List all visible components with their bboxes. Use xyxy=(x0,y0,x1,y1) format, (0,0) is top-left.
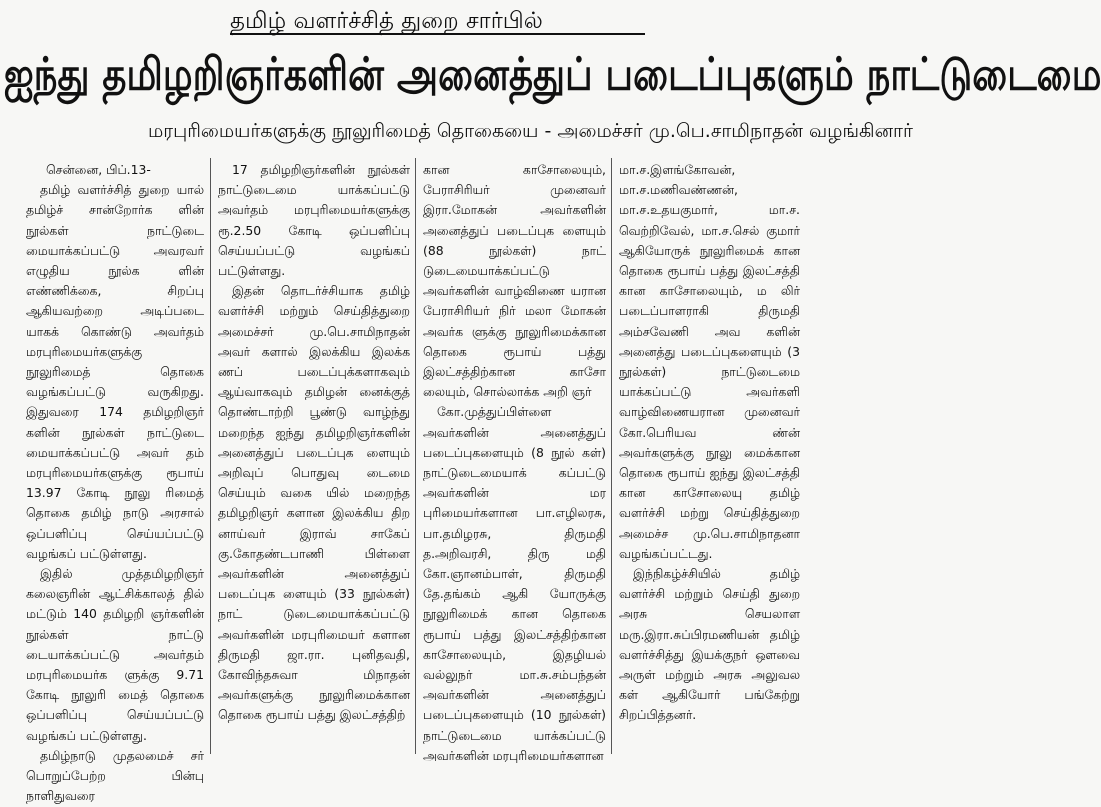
paragraph: இதன் தொடர்ச்சியாக தமிழ் வளர்ச்சி மற்றும் செய்தித்துறை அமைச்சர் மு.பெ.சாமிநாதன் அவர் களால் இலக்கிய இலக்க ணப் படைப்புக்களாகவும் ஆய்வாகவும் தமிழன் னைக்குத் தொண்டாற்றி பூண்டு வாழ்ந்து மறைந்த ஐந்து தமிழறிஞர்களின் அனைத்துப் படைப்புக ளையும் அறிவுப் பொதுவு டைமை செய்யும் வகை யில் மறைந்த தமிழறிஞர் களான இலக்கிய திற னாய்வர் இராவ் சாகேப் கு.கோதண்டபாணி பிள்ளை அவர்களின் அனைத்துப் படைப்புக ளையும் (33 நூல்கள்) நாட் டுடைமையாக்கப்பட்டு அவர்களின் மரபுரிமையர் களான திருமதி ஜா.ரா. புனிதவதி, கோவிந்தசுவா மிநாதன் அவர்களுக்கு நூலுரிமைக்கான தொகை ரூபாய் பத்து இலட்சத்திற் xyxy=(218,283,410,723)
paragraph: தமிழ்நாடு முதலமைச் சர் பொறுப்பேற்ற பின்பு நாளிதுவரை xyxy=(26,747,204,804)
paragraph: இந்நிகழ்ச்சியில் தமிழ் வளர்ச்சி மற்றும் செய்தி துறை அரசு செயலாள மரு.இரா.சுப்பிரமணியன் தமிழ் வளர்ச்சித்து இயக்குநர் ஔவை அருள் மற்றும் அரசு அலுவல கள் ஆகியோர் பங்கேற்று சிறப்பித்தனர். xyxy=(619,566,800,723)
article-column-4 xyxy=(619,160,800,754)
headline: ஐந்து தமிழறிஞர்களின் அனைத்துப் படைப்புகளும் நாட்டுடைமை xyxy=(4,48,1101,101)
article-column-2 xyxy=(218,160,410,754)
article-column-1 xyxy=(26,160,204,804)
paragraph: இதில் முத்தமிழறிஞர் கலைஞரின் ஆட்சிக்காலத் தில் மட்டும் 140 தமிழறி ஞர்களின் நூல்கள் நாட்டு டையாக்கப்பட்டு அவர்தம் மரபுரிமையர்க ளுக்கு 9.71 கோடி நூலுரி மைத் தொகை ஒப்பளிப்பு செய்யப்பட்டு வழங்கப் பட்டுள்ளது. xyxy=(26,566,204,743)
column-rule xyxy=(611,158,612,754)
paragraph: மா.ச.இளங்கோவன், மா.ச.மணிவண்ணன், மா.ச.உதயகுமார், மா.ச. வெற்றிவேல், மா.ச.செல் குமார் ஆகியோருக் நூலுரிமைக் கான தொகை ரூபாய் பத்து இலட்சத்தி கான காசோலையும், ம லிர் படைப்பாளராகி திருமதி அம்சவேணி அவ களின் அனைத்து படைப்புகளையும் (3 நூல்கள்) நாட்டுடைமை யாக்கப்பட்டு அவர்களி வாழ்விணையரான முனைவர் கோ.பெரியவ ண்ன் அவர்களுக்கு நூலு மைக்கான தொகை ரூபாய் ஐந்து இலட்சத்தி கான காசோலையு தமிழ் வளர்ச்சி மற்று செய்தித்துறை அமைச்ச மு.பெ.சாமிநாதனா வழங்கப்பட்டது. xyxy=(619,162,800,561)
paragraph: கான காசோலையும், பேராசிரியர் முனைவர் இரா.மோகன் அவர்களின் அனைத்துப் படைப்புக ளையும் (88 நூல்கள்) நாட் டுடைமையாக்கப்பட்டு அவர்களின் வாழ்விணை யரான பேராசிரியர் நிர் மலா மோகன் அவர்க ளுக்கு நூலுரிமைக்கான தொகை ரூபாய் பத்து இலட்சத்திற்கான காசோ லையும், சொல்லாக்க அறி ஞர் xyxy=(423,162,606,400)
article-column-3 xyxy=(423,160,606,763)
column-rule xyxy=(415,158,416,754)
kicker-text: தமிழ் வளர்ச்சித் துறை சார்பில் xyxy=(230,8,543,34)
kicker xyxy=(230,4,645,38)
paragraph: கோ.முத்துப்பிள்ளை அவர்களின் அனைத்துப் படைப்புகளையும் (8 நூல் கள்) நாட்டுடைமையாக் கப்பட்டு அவர்களின் மர புரிமையர்களான பா.எழிலரசு, பா.தமிழரசு, திருமதி த.அறிவரசி, திரு மதி கோ.ஞானம்பாள், திருமதி தே.தங்கம் ஆகி யோருக்கு நூலுரிமைக் கான தொகை ரூபாய் பத்து இலட்சத்திற்கான காசோலையும், இதழியல் வல்லுநர் மா.சு.சம்பந்தன் அவர்களின் அனைத்துப் படைப்புகளையும் (10 நூல்கள்) நாட்டுடைமை யாக்கப்பட்டு அவர்களின் மரபுரிமையர்களான xyxy=(423,404,606,763)
paragraph: 17 தமிழறிஞர்களின் நூல்கள் நாட்டுடைமை யாக்கப்பட்டு அவர்தம் மரபுரிமையர்களுக்கு ரூ.2.50 கோடி ஒப்பளிப்பு செய்யப்பட்டு வழங்கப் பட்டுள்ளது. xyxy=(218,162,410,279)
deck: மரபுரிமையர்களுக்கு நூலுரிமைத் தொகையை - அமைச்சர் மு.பெ.சாமிநாதன் வழங்கினார் xyxy=(148,120,913,142)
dateline: சென்னை, பிப்.13- xyxy=(46,162,151,177)
paragraph: தமிழ் வளர்ச்சித் துறை யால் தமிழ்ச் சான்றோர்க ளின் நூல்கள் நாட்டுடை மையாக்கப்பட்டு அவரவர் எழுதிய நூல்க ளின் எண்ணிக்கை, சிறப்பு ஆகியவற்றை அடிப்படை யாகக் கொண்டு அவர்தம் மரபுரிமையர்களுக்கு நூலுரிமைத் தொகை வழங்கப்பட்டு வருகிறது. இதுவரை 174 தமிழறிஞர் களின் நூல்கள் நாட்டுடை மையாக்கப்பட்டு அவர் தம் மரபுரிமையர்களுக்கு ரூபாய் 13.97 கோடி நூலு ரிமைத் தொகை தமிழ் நாடு அரசால் ஒப்பளிப்பு செய்யப்பட்டு வழங்கப் பட்டுள்ளது. xyxy=(26,182,204,561)
column-rule xyxy=(210,158,211,754)
